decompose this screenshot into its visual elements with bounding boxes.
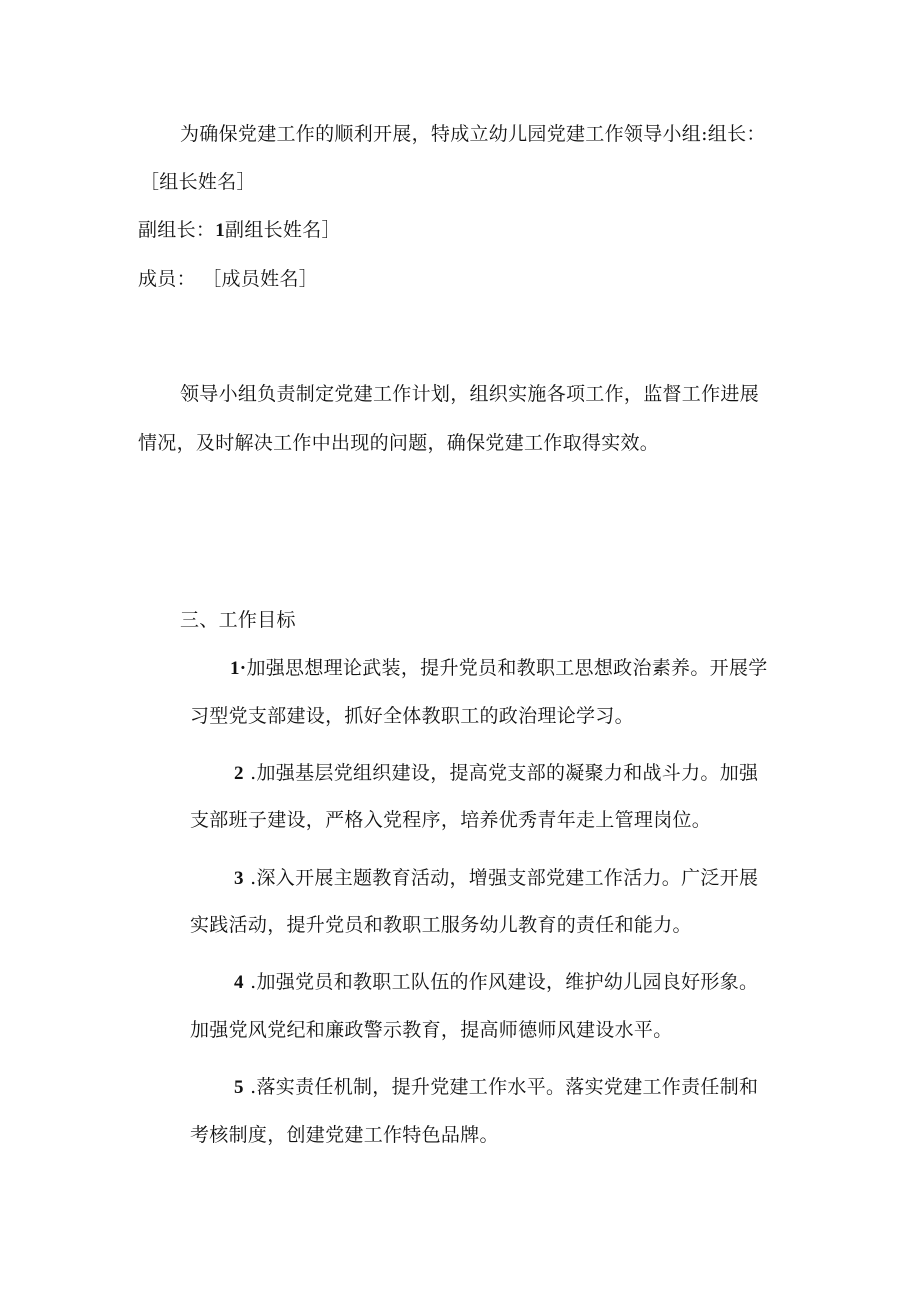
- goal-2-line-1: [234, 761, 758, 786]
- goal-5-text-1: .落实责任机制，提升党建工作水平。落实党建工作责任制和: [250, 1076, 759, 1098]
- goal-2-number: 2: [234, 763, 244, 784]
- deputy-name-placeholder: 副组长姓名］: [225, 219, 341, 241]
- goal-1-text-1: 加强思想理论武装，提升党员和教职工思想政治素养。开展学: [246, 657, 768, 679]
- deputy-number: 1: [215, 220, 226, 241]
- goal-1-number: 1·: [230, 658, 247, 679]
- goal-1-line-2: [190, 704, 634, 728]
- goal-4-text-1: .加强党员和教职工队伍的作风建设，维护幼儿园良好形象。: [250, 971, 759, 993]
- intro-text-1: 为确保党建工作的顺利开展，特成立幼儿园党建工作领导小组:组长：: [180, 123, 766, 145]
- goal-2-text-2: 支部班子建设，严格入党程序，培养优秀青年走上管理岗位。: [190, 809, 712, 831]
- section-heading-text: 三、工作目标: [180, 609, 296, 631]
- goal-4-line-2: [190, 1018, 673, 1042]
- goal-3-number: 3: [234, 868, 244, 889]
- members-line: [138, 267, 318, 291]
- goal-5-line-2: [190, 1123, 499, 1147]
- duty-text-2: 情况，及时解决工作中出现的问题，确保党建工作取得实效。: [138, 432, 660, 454]
- intro-line-1: [180, 122, 766, 146]
- goal-4-number: 4: [234, 972, 244, 993]
- leader-name-placeholder: ［组长姓名］: [140, 171, 256, 193]
- intro-line-2: [140, 170, 256, 194]
- duty-line-2: [138, 431, 659, 455]
- goal-3-text-1: .深入开展主题教育活动，增强支部党建工作活力。广泛开展: [250, 867, 759, 889]
- deputy-line: [138, 218, 341, 243]
- goal-2-line-2: [190, 808, 711, 832]
- goal-5-line-1: [234, 1075, 758, 1100]
- members-name-placeholder: ［成员姓名］: [202, 268, 319, 290]
- deputy-label: 副组长：: [138, 219, 216, 241]
- goal-3-line-2: [190, 913, 692, 937]
- section-heading: [180, 608, 296, 632]
- goal-2-text-1: .加强基层党组织建设，提高党支部的凝聚力和战斗力。加强: [250, 762, 759, 784]
- goal-1-line-1: [230, 656, 768, 681]
- duty-line-1: [180, 382, 759, 406]
- goal-3-line-1: [234, 866, 758, 891]
- goal-5-number: 5: [234, 1077, 244, 1098]
- goal-4-line-1: [234, 970, 758, 995]
- members-label: 成员：: [138, 268, 196, 290]
- goal-5-text-2: 考核制度，创建党建工作特色品牌。: [190, 1124, 499, 1146]
- duty-text-1: 领导小组负责制定党建工作计划，组织实施各项工作，监督工作进展: [180, 383, 760, 405]
- goal-1-text-2: 习型党支部建设，抓好全体教职工的政治理论学习。: [190, 705, 634, 727]
- goal-3-text-2: 实践活动，提升党员和教职工服务幼儿教育的责任和能力。: [190, 914, 692, 936]
- goal-4-text-2: 加强党风党纪和廉政警示教育，提高师德师风建设水平。: [190, 1019, 673, 1041]
